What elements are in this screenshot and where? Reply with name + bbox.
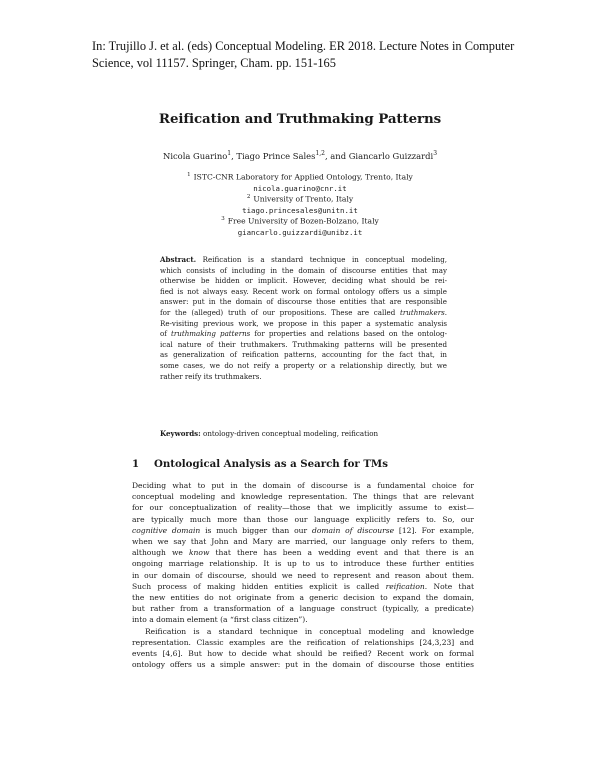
affiliation-org: University of Trento, Italy: [253, 194, 354, 204]
citation-header: [92, 38, 542, 72]
author-list: Nicola Guarino$^1$, Tiago Prince Sales$^{1,2}$, and Giancarlo Guizzardi$^3$: [162, 150, 438, 161]
affiliation-org: Free University of Bozen-Bolzano, Italy: [227, 216, 379, 226]
affiliation-org: ISTC-CNR Laboratory for Applied Ontology, Trento, Italy: [193, 172, 413, 182]
keywords: [160, 429, 447, 438]
author-affiliation-mark: 3: [433, 150, 438, 157]
affiliation-email: nicola.guarino@cnr.it: [253, 183, 347, 193]
author-affiliation-mark: 1,2: [315, 150, 325, 157]
abstract: Abstract. Reification is a standard technique in conceptual modeling, which consists of including in the domain of discourse entities that may otherwise be hidden or implicit. However, deciding what should be rei- fied is not always easy. Recent work on formal ontology offers us a simple answer: put in the domain of discourse those entities that are responsible for the (alleged) truth of our propositions. These are called truthmakers. Re-visiting previous work, we propose in this paper a systematic analysis of truthmaking patterns for properties and relations based on the ontolog- ical nature of their truthmakers. Truthmaking patterns will be presented as generalization of reification patterns, accounting for the fact that, in some cases, we do not reify a property or a relationship directly, but we rather reify its truthmakers.: [160, 255, 447, 381]
affiliation-2: $^2$ University of Trento, Italy tiago.princesales@unitn.it: [0, 192, 600, 216]
affiliation-1: $^1$ ISTC-CNR Laboratory for Applied Ontology, Trento, Italy nicola.guarino@cnr.it: [0, 170, 600, 194]
abstract-label: Abstract.: [160, 255, 197, 264]
section-number: 1: [132, 458, 140, 470]
author-name: Tiago Prince Sales: [236, 150, 316, 161]
author-affiliation-mark: 1: [227, 150, 232, 157]
author-name: Nicola Guarino: [162, 150, 228, 161]
affiliation-3: $^3$ Free University of Bozen-Bolzano, Italy giancarlo.guizzardi@unibz.it: [0, 214, 600, 238]
author-name: Giancarlo Guizzardi: [348, 150, 434, 161]
keywords-text: ontology-driven conceptual modeling, reification: [200, 429, 379, 438]
section-title: Ontological Analysis as a Search for TMs: [154, 458, 388, 470]
affiliation-email: giancarlo.guizzardi@unibz.it: [237, 227, 363, 237]
body-text: Deciding what to put in the domain of discourse is a fundamental choice for conceptual modeling and knowledge representation. The things that are relevant for our conceptualization of reality—those that we implicitly assume to exist— are typically much more than those our language explicitly refers to. So, our cognitive domain is much bigger than our domain of discourse [12]. For example, when we say that John and Mary are married, our language only refers to them, although we know that there has been a wedding event and that there is an ongoing marriage relationship. It is up to us to introduce these further entities in our domain of discourse, should we need to represent and reason about them. Such process of making hidden entities explicit is called reification. Note that the new entities do not originate from a generic decision to expand the domain, but rather from a transformation of a language construct (typically, a predicate) into a domain element (a “first class citizen”). Reification is a standard technique in conceptual modeling and knowledge representation. Classic examples are the reification of relationships [24,3,23] and events [4,6]. But how to decide what should be reified? Recent work on formal ontology offers us a simple answer: put in the domain of discourse those entities: [132, 481, 474, 670]
affiliation-email: tiago.princesales@unitn.it: [242, 205, 358, 215]
citation-line-2: Science, vol 11157. Springer, Cham. pp. 151-165: [92, 56, 336, 70]
citation-line-1: In: Trujillo J. et al. (eds) Conceptual Modeling. ER 2018. Lecture Notes in Computer: [92, 39, 515, 53]
keywords-label: Keywords:: [160, 429, 201, 438]
paper-title: Reification and Truthmaking Patterns: [158, 111, 442, 127]
section-heading: [132, 458, 388, 470]
